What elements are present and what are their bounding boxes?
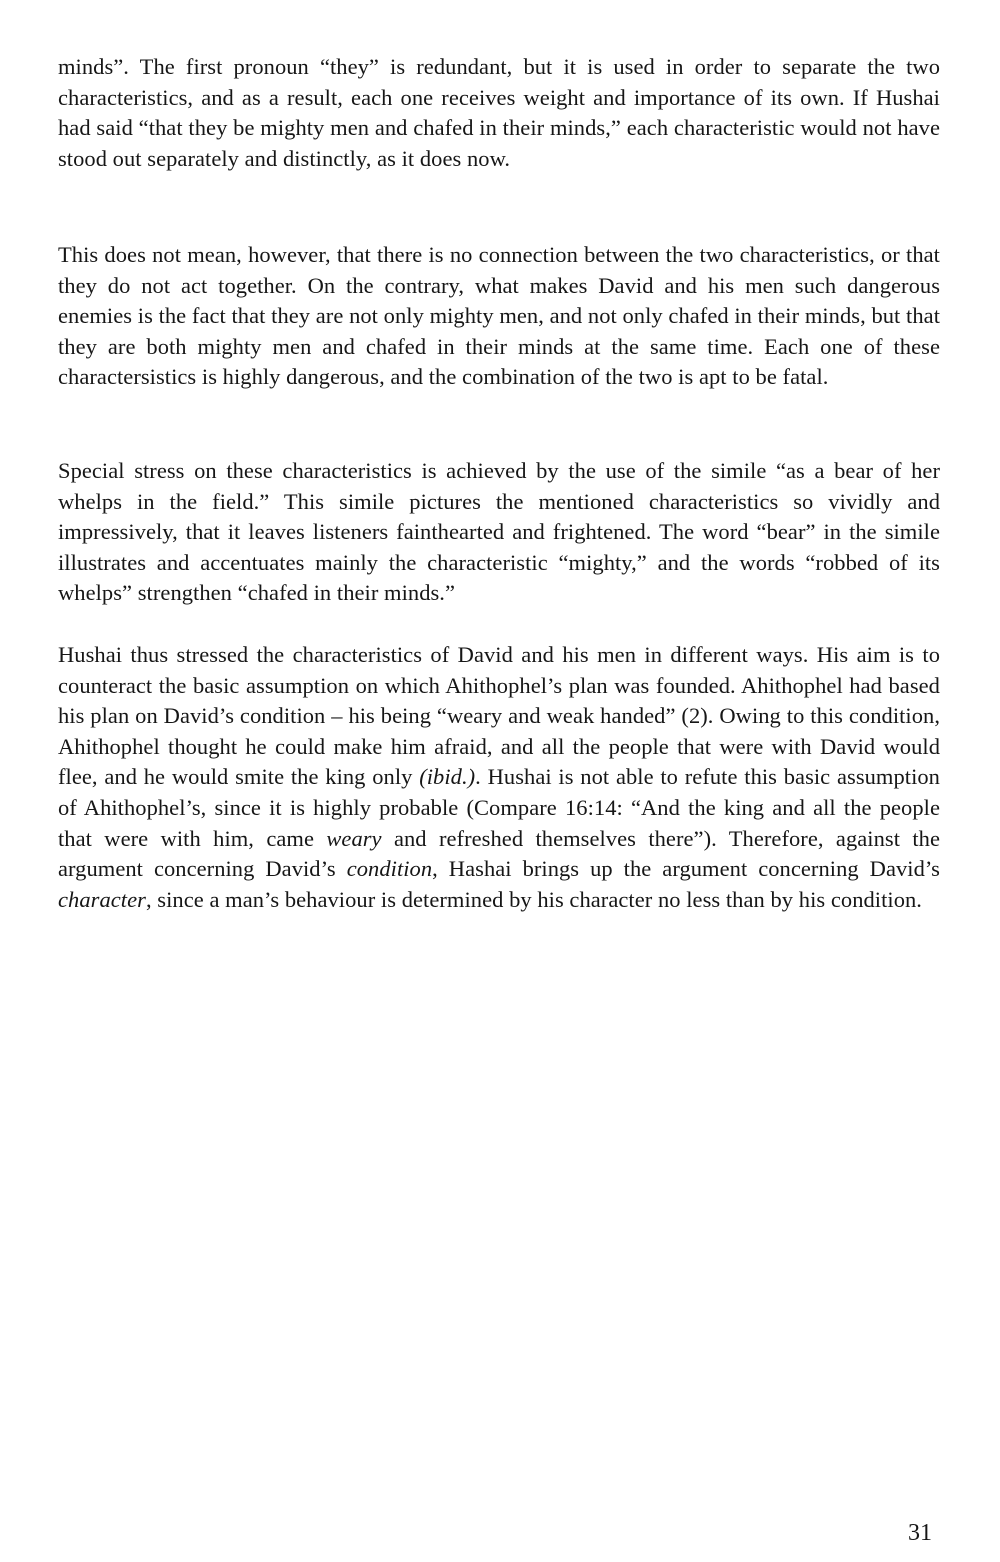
page-number: 31 (908, 1520, 932, 1546)
paragraph-4-text-4: , Hashai brings up the argument concerning David’s (432, 856, 940, 882)
paragraph-1: minds”. The first pronoun “they” is redundant, but it is used in order to separate the two characteristics, and as a result, each one receives weight and importance of its own. If Hushai had said “that they be mighty men and chafed in their minds,” each characteristic would not have stood out separately and distinctly, as it does now. (58, 54, 940, 171)
paragraph-4-text-5: , since a man’s behaviour is determined by his character no less than by his condition. (145, 886, 922, 912)
paragraph-4-text-1: Hushai thus stressed the characteristics of David and his men in different ways. His aim is to counteract the basic assumption on which Ahithophel’s plan was founded. Ahithophel had based his plan on David’s condition – his being “weary and weak handed” (2). Owing to this condition, Ahithophel thought he could make him afraid, and all the people that were with David would flee, and he would smite the king only (58, 642, 940, 790)
paragraph-3: Special stress on these characteristics is achieved by the use of the simile “as a bear of her whelps in the field.” This simile pictures the mentioned characteristics so vividly and impressively, that it leaves listeners fainthearted and frightened. The word “bear” in the simile illustrates and accentuates mainly the characteristic “mighty,” and the words “robbed of its whelps” strengthen “chafed in their minds.” (58, 458, 940, 606)
italic-condition: condition (346, 856, 433, 882)
italic-character: character (58, 886, 146, 912)
paragraph-4 (58, 640, 940, 915)
paragraph-4-text-3: and refreshed themselves there”). Therefore, against the argument concerning David’s (58, 825, 940, 882)
paragraph-4-text-2: . Hushai is not able to refute this basic assumption of Ahithophel’s, since it is highly probable (Compare 16:14: “And the king and all the people that were with him, came (58, 764, 940, 851)
italic-weary: weary (326, 825, 382, 851)
paragraph-2: This does not mean, however, that there is no connection between the two characteristics, or that they do not act together. On the contrary, what makes David and his men such dangerous enemies is the fact that they are not only mighty men, and not only chafed in their minds, but that they are both mighty men and chafed in their minds at the same time. Each one of these charactersistics is highly dangerous, and the combination of the two is apt to be fatal. (58, 242, 940, 390)
ibid-reference: (ibid.) (419, 764, 476, 790)
